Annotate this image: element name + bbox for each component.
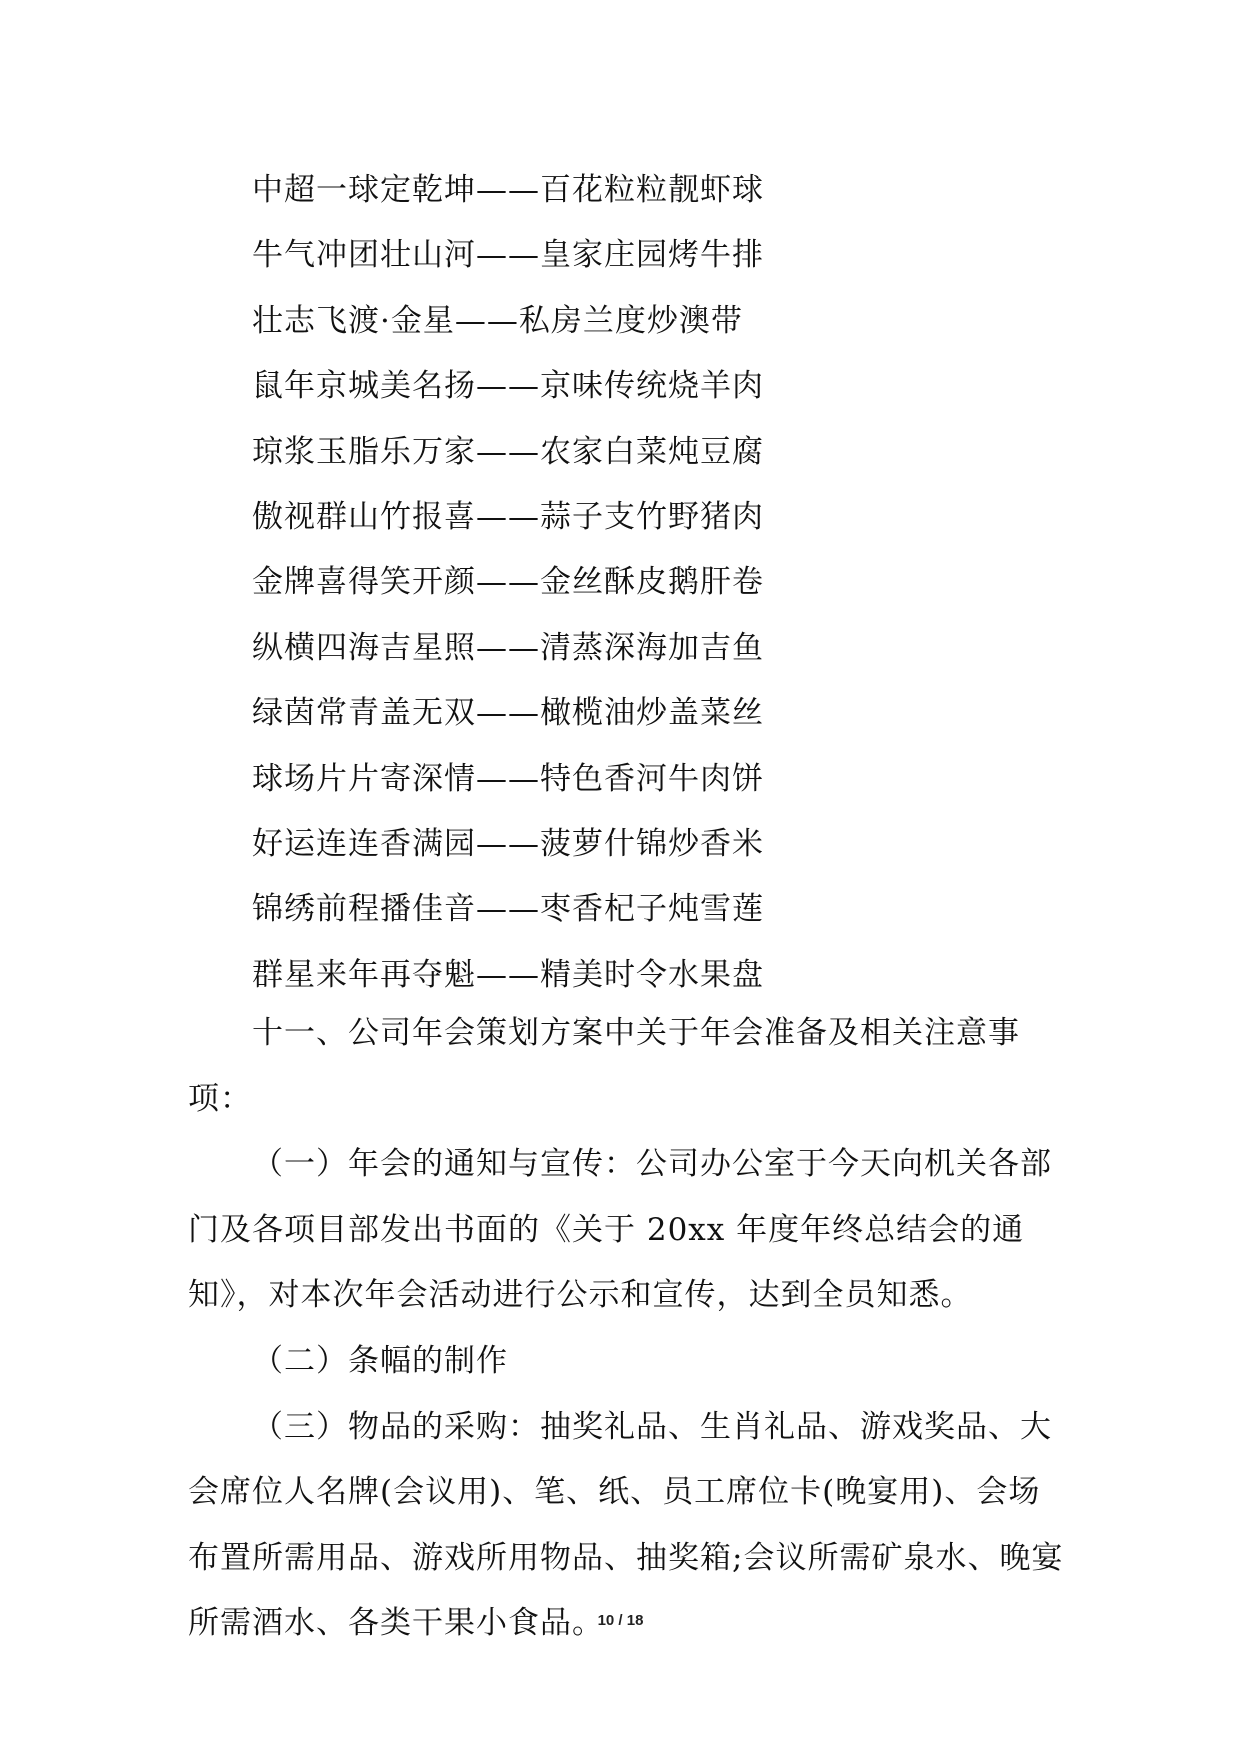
menu-item: 锦绣前程播佳音——枣香杞子炖雪莲 xyxy=(252,891,764,928)
menu-item: 琼浆玉脂乐万家——农家白菜炖豆腐 xyxy=(252,433,764,470)
paragraph-notice: （一）年会的通知与宣传：公司办公室于今天向机关各部门及各项目部发出书面的《关于 20xx 年度年终总结会的通知》，对本次年会活动进行公示和宣传，达到全员知悉。 xyxy=(188,1146,1052,1314)
menu-item: 群星来年再夺魁——精美时令水果盘 xyxy=(252,956,764,993)
menu-item: 金牌喜得笑开颜——金丝酥皮鹅肝卷 xyxy=(252,564,764,601)
paragraph-purchase: （三）物品的采购：抽奖礼品、生肖礼品、游戏奖品、大会席位人名牌(会议用)、笔、纸、员工席位卡(晚宴用)、会场布置所需用品、游戏所用物品、抽奖箱;会议所需矿泉水、晚宴所需酒水、各类干果小食品。 xyxy=(188,1408,1064,1642)
body-text xyxy=(188,1001,1068,1657)
menu-item: 好运连连香满园——菠萝什锦炒香米 xyxy=(252,825,764,862)
menu-item: 鼠年京城美名扬——京味传统烧羊肉 xyxy=(252,368,764,405)
menu-item: 牛气冲团壮山河——皇家庄园烤牛排 xyxy=(252,237,764,274)
menu-item: 球场片片寄深情——特色香河牛肉饼 xyxy=(252,760,764,797)
page-number: 10 / 18 xyxy=(597,1612,644,1629)
menu-item: 中超一球定乾坤——百花粒粒靓虾球 xyxy=(252,172,764,208)
banquet-menu-list xyxy=(252,158,764,1008)
menu-item: 绿茵常青盖无双——橄榄油炒盖菜丝 xyxy=(252,695,764,732)
menu-item: 纵横四海吉星照——清蒸深海加吉鱼 xyxy=(252,629,764,666)
paragraph-banner: （二）条幅的制作 xyxy=(252,1342,508,1379)
menu-item: 傲视群山竹报喜——蒜子支竹野猪肉 xyxy=(252,498,764,535)
section-heading: 十一、公司年会策划方案中关于年会准备及相关注意事项： xyxy=(188,1015,1020,1117)
menu-item: 壮志飞渡·金星——私房兰度炒澳带 xyxy=(252,302,743,339)
